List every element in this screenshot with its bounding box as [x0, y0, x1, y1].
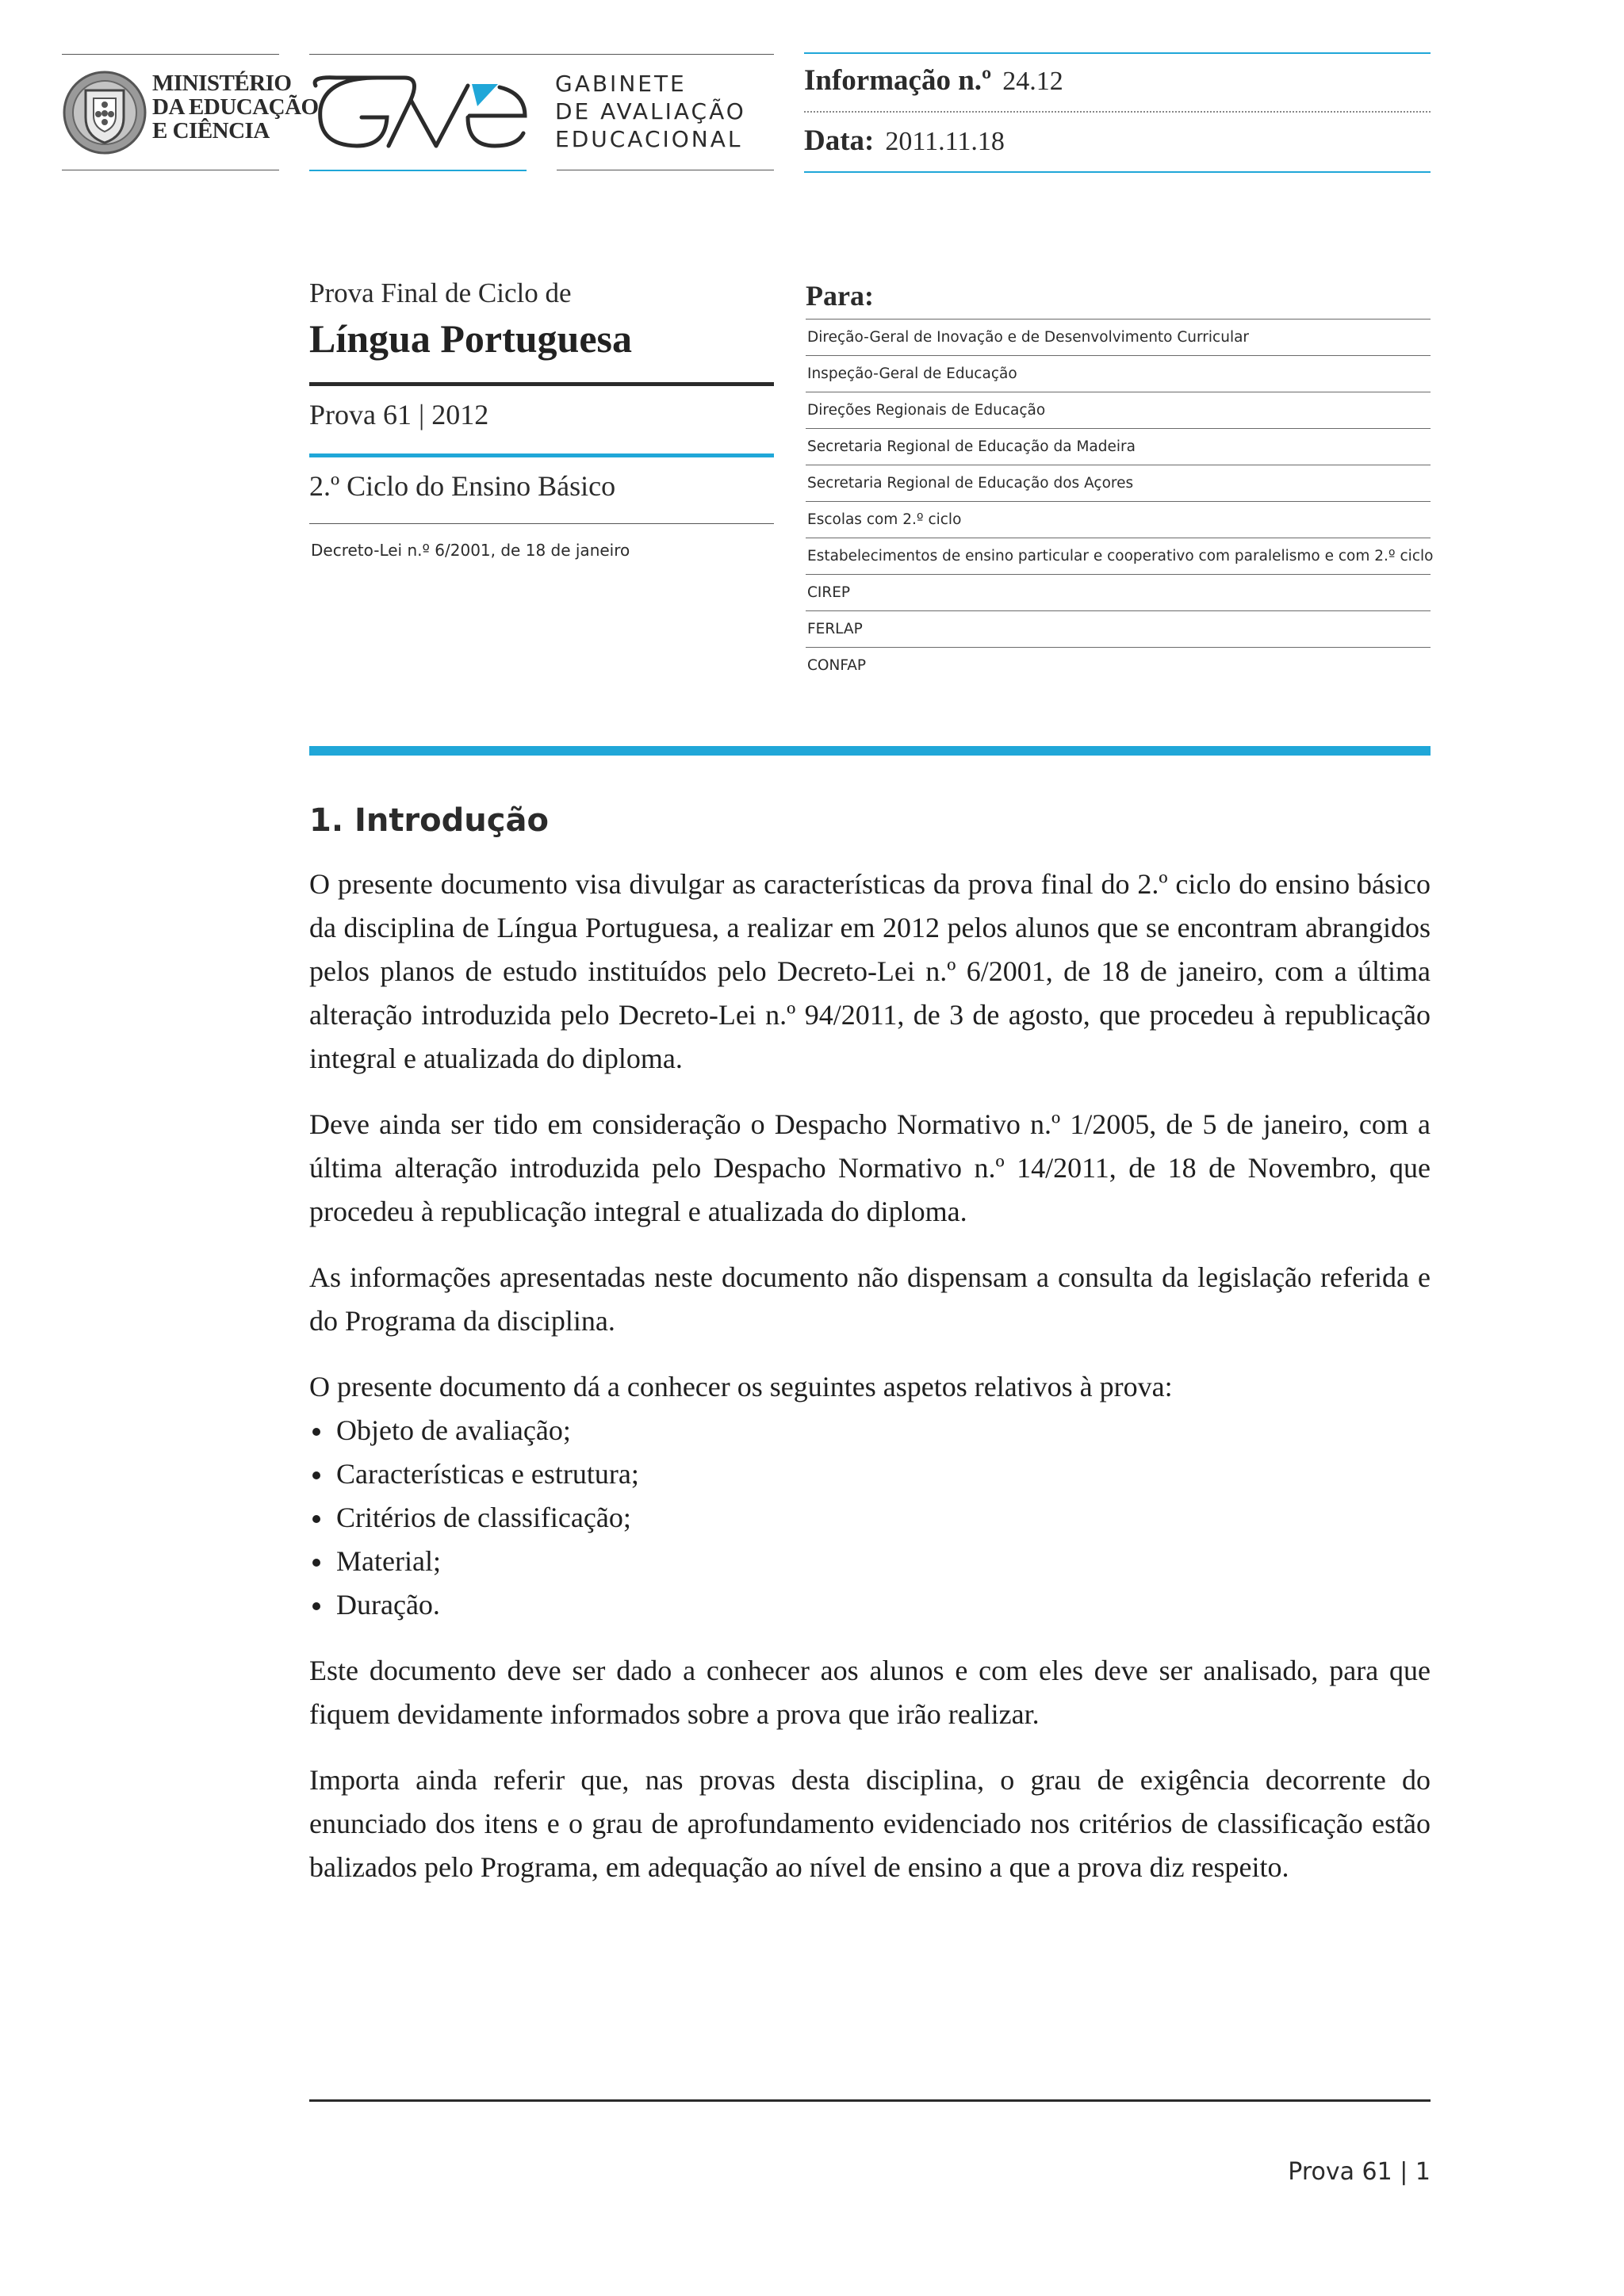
aspects-list: [309, 1409, 1431, 1627]
list-item: Duração.: [309, 1583, 1431, 1627]
info-date: Data: 2011.11.18: [804, 124, 1005, 157]
exam-code: Prova 61 | 2012: [309, 399, 489, 430]
recipient-item: FERLAP: [806, 610, 1431, 647]
paragraph: Importa ainda referir que, nas provas desta disciplina, o grau de exigência decorrente do enunciado dos itens e o grau de aprofundamento evidenciado nos critérios de classificação estão balizados pelo Programa, em adequação ao nível de ensino a que a prova diz respeito.: [309, 1764, 1431, 1883]
recipient-item: Direções Regionais de Educação: [806, 392, 1431, 428]
list-item: Critérios de classificação;: [309, 1496, 1431, 1540]
list-item: Objeto de avaliação;: [309, 1409, 1431, 1452]
section-body: [309, 863, 1431, 1911]
recipient-item: Escolas com 2.º ciclo: [806, 501, 1431, 538]
coat-of-arms-icon: [62, 68, 147, 157]
paragraph: As informações apresentadas neste documento não dispensam a consulta da legislação referida e do Programa da disciplina.: [309, 1261, 1431, 1337]
ministry-name: MINISTÉRIO DA EDUCAÇÃO E CIÊNCIA: [152, 71, 319, 144]
recipient-item: Secretaria Regional de Educação dos Açores: [806, 465, 1431, 501]
paragraph: Este documento deve ser dado a conhecer aos alunos e com eles deve ser analisado, para que fiquem devidamente informados sobre a prova que irão realizar.: [309, 1655, 1431, 1730]
recipient-item: Estabelecimentos de ensino particular e cooperativo com paralelismo e com 2.º ciclo: [806, 538, 1431, 574]
footer-rule: [309, 2099, 1431, 2102]
recipients-heading: Para:: [806, 280, 874, 312]
ministry-block: [62, 54, 319, 171]
section-title: 1. Introdução: [309, 802, 549, 839]
exam-type: Prova Final de Ciclo de: [309, 277, 572, 308]
gave-logo-icon: [309, 70, 531, 157]
recipient-item: CIREP: [806, 574, 1431, 610]
info-number: Informação n.º 24.12: [804, 64, 1063, 97]
recipient-item: Inspeção-Geral de Educação: [806, 355, 1431, 392]
recipient-item: Secretaria Regional de Educação da Madeira: [806, 428, 1431, 465]
info-box: [804, 52, 1431, 173]
gave-logo: [309, 54, 774, 173]
recipient-item: CONFAP: [806, 647, 1431, 683]
section-divider: [309, 746, 1431, 756]
paragraph: O presente documento visa divulgar as características da prova final do 2.º ciclo do ensino básico da disciplina de Língua Portuguesa, a realizar em 2012 pelos alunos que se encontram abrangidos pelos planos de estudo instituídos pelo Decreto-Lei n.º 6/2001, de 18 de janeiro, com a última alteração introduzida pelo Decreto-Lei n.º 94/2011, de 3 de agosto, que procedeu à republicação integral e atualizada do diploma.: [309, 868, 1431, 1074]
paragraph: O presente documento dá a conhecer os seguintes aspetos relativos à prova:: [309, 1371, 1173, 1402]
page-number: Prova 61 | 1: [1288, 2158, 1431, 2186]
recipient-item: Direção-Geral de Inovação e de Desenvolvimento Curricular: [806, 319, 1431, 355]
cycle-label: 2.º Ciclo do Ensino Básico: [309, 470, 616, 502]
subject-title: Língua Portuguesa: [309, 316, 633, 361]
title-block: [309, 277, 774, 560]
decree-reference: Decreto-Lei n.º 6/2001, de 18 de janeiro: [311, 541, 630, 560]
list-item: Características e estrutura;: [309, 1452, 1431, 1496]
recipients-list: [806, 319, 1434, 683]
gave-name: GABINETE DE AVALIAÇÃO EDUCACIONAL: [555, 71, 746, 152]
list-item: Material;: [309, 1540, 1431, 1583]
paragraph: Deve ainda ser tido em consideração o Despacho Normativo n.º 1/2005, de 5 de janeiro, com a última alteração introduzida pelo Despacho Normativo n.º 14/2011, de 18 de Novembro, que procedeu à republicação integral e atualizada do diploma.: [309, 1108, 1431, 1227]
